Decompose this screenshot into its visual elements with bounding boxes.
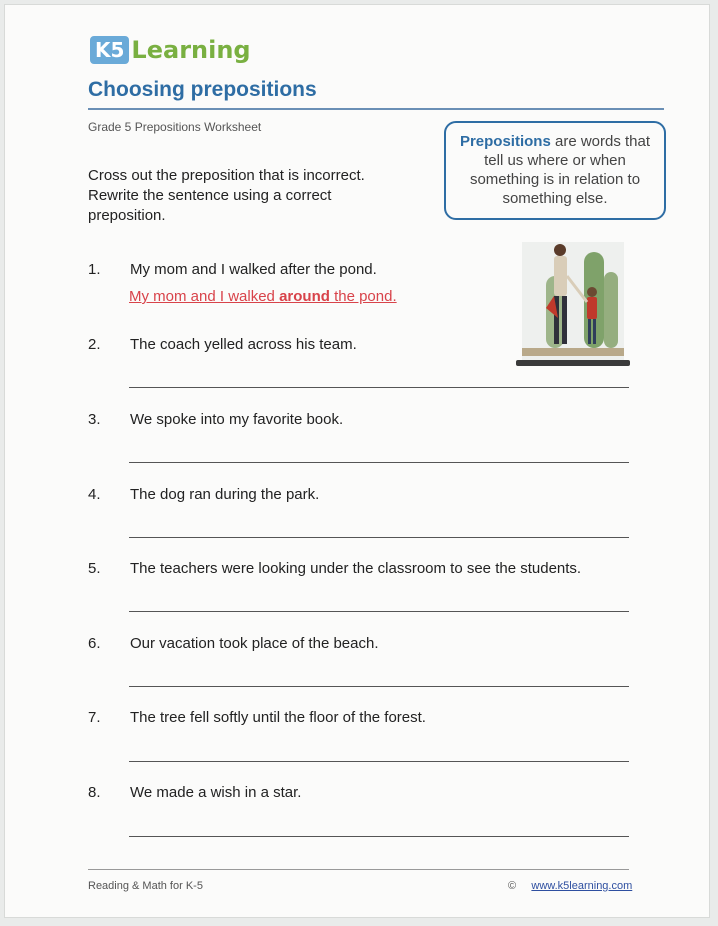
mother-and-child-illustration bbox=[516, 236, 630, 372]
question-text: Our vacation took place of the beach. bbox=[130, 635, 379, 652]
k5-learning-logo bbox=[90, 32, 251, 68]
child-leg bbox=[588, 319, 591, 344]
illustration-base bbox=[516, 360, 630, 366]
website-link[interactable]: www.k5learning.com bbox=[531, 880, 633, 892]
child-leg bbox=[593, 319, 596, 344]
example-answer-end: the pond. bbox=[329, 288, 397, 305]
question-text: The tree fell softly until the floor of the forest. bbox=[130, 709, 426, 726]
footer-link-group bbox=[508, 880, 632, 892]
question-number: 2. bbox=[88, 336, 101, 353]
logo-badge: K5 bbox=[90, 36, 129, 64]
answer-line[interactable] bbox=[129, 537, 629, 538]
question-number: 6. bbox=[88, 635, 101, 652]
child-head bbox=[587, 287, 597, 297]
question-text: My mom and I walked after the pond. bbox=[130, 261, 377, 278]
definition-term: Prepositions bbox=[459, 133, 551, 150]
copyright-symbol: © bbox=[508, 880, 517, 892]
question-text: The dog ran during the park. bbox=[130, 486, 320, 503]
logo-wordmark: Learning bbox=[131, 36, 251, 64]
example-answer-preposition: around bbox=[279, 288, 330, 305]
definition-text: are words that tell us where or when something is in relation to something else. bbox=[469, 133, 651, 207]
question-number: 3. bbox=[88, 411, 101, 428]
definition-box bbox=[444, 121, 666, 220]
question-number: 8. bbox=[88, 784, 101, 801]
answer-line[interactable] bbox=[129, 387, 629, 388]
question-text: We made a wish in a star. bbox=[130, 784, 302, 801]
mother-leg bbox=[562, 296, 567, 344]
mother-coat bbox=[554, 256, 567, 296]
instructions: Cross out the preposition that is incorrect. Rewrite the sentence using a correct preposition. bbox=[88, 167, 365, 224]
mother-head bbox=[554, 244, 566, 256]
answer-line[interactable] bbox=[129, 686, 629, 687]
answer-line[interactable] bbox=[129, 462, 629, 463]
footer-tagline: Reading & Math for K-5 bbox=[88, 880, 203, 892]
child-jacket bbox=[587, 297, 597, 319]
question-number: 4. bbox=[88, 486, 101, 503]
question-number: 5. bbox=[88, 560, 101, 577]
example-answer bbox=[129, 288, 397, 305]
question-number: 1. bbox=[88, 261, 101, 278]
question-number: 7. bbox=[88, 709, 101, 726]
answer-line[interactable] bbox=[129, 836, 629, 837]
question-text: We spoke into my favorite book. bbox=[130, 411, 344, 428]
question-text: The teachers were looking under the classroom to see the students. bbox=[130, 560, 582, 577]
page-title: Choosing prepositions bbox=[88, 78, 317, 101]
title-divider bbox=[88, 108, 664, 110]
worksheet-subtitle: Grade 5 Prepositions Worksheet bbox=[88, 120, 262, 134]
illustration-ground bbox=[522, 348, 624, 356]
illustration-tree bbox=[604, 272, 618, 348]
answer-line[interactable] bbox=[129, 611, 629, 612]
footer-divider bbox=[88, 869, 629, 870]
example-answer-start: My mom and I walked bbox=[129, 288, 280, 305]
answer-line[interactable] bbox=[129, 761, 629, 762]
question-text: The coach yelled across his team. bbox=[130, 336, 357, 353]
